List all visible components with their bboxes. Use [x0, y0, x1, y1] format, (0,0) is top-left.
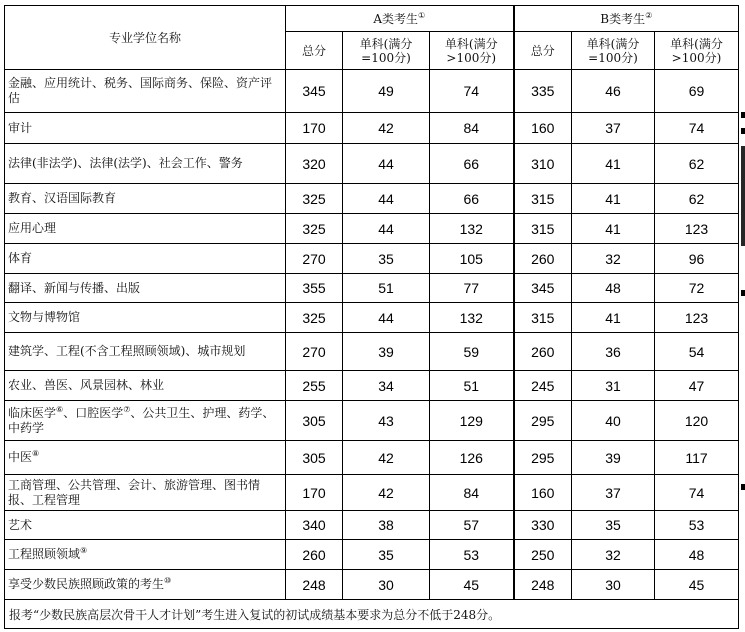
table-row: [5, 184, 739, 214]
b-single-gt100: 69: [655, 70, 739, 113]
a-single-100: 44: [343, 214, 430, 244]
header-group-a: A类考生①: [286, 6, 514, 32]
row-name: 农业、兽医、风景园林、林业: [5, 371, 286, 401]
b-total: 260: [514, 244, 572, 274]
a-total: 170: [286, 113, 343, 144]
a-single-gt100: 74: [430, 70, 514, 113]
a-total: 325: [286, 184, 343, 214]
a-total: 305: [286, 401, 343, 441]
header-a-single-gt100: 单科(满分 >100分): [430, 32, 514, 70]
b-single-100: 31: [572, 371, 655, 401]
table-row: [5, 401, 739, 441]
a-single-100: 42: [343, 441, 430, 475]
table-row: [5, 511, 739, 540]
footnote: 报考“少数民族高层次骨干人才计划”考生进入复试的初试成绩基本要求为总分不低于248分。: [5, 600, 739, 629]
a-total: 248: [286, 570, 343, 600]
b-single-100: 40: [572, 401, 655, 441]
table-row: [5, 371, 739, 401]
a-total: 305: [286, 441, 343, 475]
b-single-100: 30: [572, 570, 655, 600]
table-row: [5, 333, 739, 371]
b-single-100: 32: [572, 244, 655, 274]
page-edge-fragments: [741, 0, 745, 632]
b-single-gt100: 45: [655, 570, 739, 600]
header-a-single-100: 单科(满分 =100分): [343, 32, 430, 70]
b-total: 248: [514, 570, 572, 600]
table-row: [5, 113, 739, 144]
b-single-100: 35: [572, 511, 655, 540]
row-name: 中医⑧: [5, 441, 286, 475]
b-single-100: 41: [572, 144, 655, 184]
b-single-gt100: 96: [655, 244, 739, 274]
b-total: 315: [514, 184, 572, 214]
row-name: 体育: [5, 244, 286, 274]
a-single-100: 42: [343, 113, 430, 144]
a-total: 270: [286, 333, 343, 371]
table-row: [5, 441, 739, 475]
a-single-100: 51: [343, 274, 430, 303]
table-row: [5, 244, 739, 274]
a-total: 325: [286, 214, 343, 244]
header-name-col: 专业学位名称: [5, 6, 286, 70]
table-row: [5, 274, 739, 303]
a-single-gt100: 77: [430, 274, 514, 303]
a-single-100: 42: [343, 475, 430, 511]
b-single-100: 37: [572, 475, 655, 511]
a-total: 340: [286, 511, 343, 540]
row-name: 审计: [5, 113, 286, 144]
row-name: 建筑学、工程(不含工程照顾领域)、城市规划: [5, 333, 286, 371]
a-single-100: 38: [343, 511, 430, 540]
b-total: 295: [514, 441, 572, 475]
b-total: 250: [514, 540, 572, 570]
b-single-100: 41: [572, 184, 655, 214]
header-b-single-100: 单科(满分 =100分): [572, 32, 655, 70]
b-total: 160: [514, 113, 572, 144]
a-single-gt100: 59: [430, 333, 514, 371]
a-total: 260: [286, 540, 343, 570]
a-single-100: 30: [343, 570, 430, 600]
a-single-100: 34: [343, 371, 430, 401]
b-total: 310: [514, 144, 572, 184]
b-total: 260: [514, 333, 572, 371]
b-single-gt100: 53: [655, 511, 739, 540]
b-single-gt100: 72: [655, 274, 739, 303]
table-row: [5, 303, 739, 333]
a-single-gt100: 53: [430, 540, 514, 570]
a-single-100: 44: [343, 184, 430, 214]
b-total: 295: [514, 401, 572, 441]
a-total: 355: [286, 274, 343, 303]
a-total: 320: [286, 144, 343, 184]
b-single-gt100: 74: [655, 475, 739, 511]
a-single-100: 43: [343, 401, 430, 441]
a-single-100: 39: [343, 333, 430, 371]
b-total: 330: [514, 511, 572, 540]
a-single-gt100: 84: [430, 113, 514, 144]
a-single-gt100: 132: [430, 303, 514, 333]
a-single-100: 49: [343, 70, 430, 113]
a-single-gt100: 84: [430, 475, 514, 511]
b-single-100: 48: [572, 274, 655, 303]
b-total: 315: [514, 214, 572, 244]
header-b-total: 总分: [514, 32, 572, 70]
row-name: 临床医学⑥、口腔医学⑦、公共卫生、护理、药学、中药学: [5, 401, 286, 441]
b-single-gt100: 123: [655, 303, 739, 333]
a-total: 325: [286, 303, 343, 333]
b-single-100: 36: [572, 333, 655, 371]
header-group-b: B类考生②: [514, 6, 739, 32]
row-name: 法律(非法学)、法律(法学)、社会工作、警务: [5, 144, 286, 184]
row-name: 文物与博物馆: [5, 303, 286, 333]
a-single-100: 44: [343, 303, 430, 333]
table-row: [5, 540, 739, 570]
b-single-gt100: 47: [655, 371, 739, 401]
b-single-100: 37: [572, 113, 655, 144]
b-single-gt100: 74: [655, 113, 739, 144]
a-total: 345: [286, 70, 343, 113]
b-total: 345: [514, 274, 572, 303]
a-single-gt100: 66: [430, 144, 514, 184]
row-name: 工程照顾领域⑨: [5, 540, 286, 570]
b-single-gt100: 123: [655, 214, 739, 244]
a-single-gt100: 129: [430, 401, 514, 441]
table-row: [5, 70, 739, 113]
b-single-gt100: 62: [655, 184, 739, 214]
row-name: 金融、应用统计、税务、国际商务、保险、资产评估: [5, 70, 286, 113]
b-single-gt100: 62: [655, 144, 739, 184]
a-single-gt100: 105: [430, 244, 514, 274]
b-single-100: 39: [572, 441, 655, 475]
a-single-gt100: 57: [430, 511, 514, 540]
b-total: 315: [514, 303, 572, 333]
b-total: 335: [514, 70, 572, 113]
a-single-100: 35: [343, 244, 430, 274]
a-single-gt100: 132: [430, 214, 514, 244]
table-row: [5, 570, 739, 600]
b-single-gt100: 120: [655, 401, 739, 441]
header-b-single-gt100: 单科(满分 >100分): [655, 32, 739, 70]
a-single-gt100: 66: [430, 184, 514, 214]
a-single-gt100: 51: [430, 371, 514, 401]
row-name: 艺术: [5, 511, 286, 540]
b-single-100: 41: [572, 303, 655, 333]
table-row: [5, 144, 739, 184]
row-name: 享受少数民族照顾政策的考生⑩: [5, 570, 286, 600]
a-single-100: 44: [343, 144, 430, 184]
a-total: 170: [286, 475, 343, 511]
b-single-gt100: 117: [655, 441, 739, 475]
b-single-100: 46: [572, 70, 655, 113]
b-single-gt100: 48: [655, 540, 739, 570]
row-name: 教育、汉语国际教育: [5, 184, 286, 214]
table-row: [5, 214, 739, 244]
a-single-100: 35: [343, 540, 430, 570]
score-table-page: [4, 5, 738, 629]
b-total: 245: [514, 371, 572, 401]
a-total: 270: [286, 244, 343, 274]
b-single-100: 32: [572, 540, 655, 570]
b-total: 160: [514, 475, 572, 511]
footnote-row: [5, 600, 739, 629]
table-row: [5, 475, 739, 511]
a-single-gt100: 126: [430, 441, 514, 475]
a-total: 255: [286, 371, 343, 401]
row-name: 应用心理: [5, 214, 286, 244]
header-a-total: 总分: [286, 32, 343, 70]
score-requirements-table: [4, 5, 739, 629]
row-name: 翻译、新闻与传播、出版: [5, 274, 286, 303]
a-single-gt100: 45: [430, 570, 514, 600]
b-single-gt100: 54: [655, 333, 739, 371]
b-single-100: 41: [572, 214, 655, 244]
row-name: 工商管理、公共管理、会计、旅游管理、图书情报、工程管理: [5, 475, 286, 511]
